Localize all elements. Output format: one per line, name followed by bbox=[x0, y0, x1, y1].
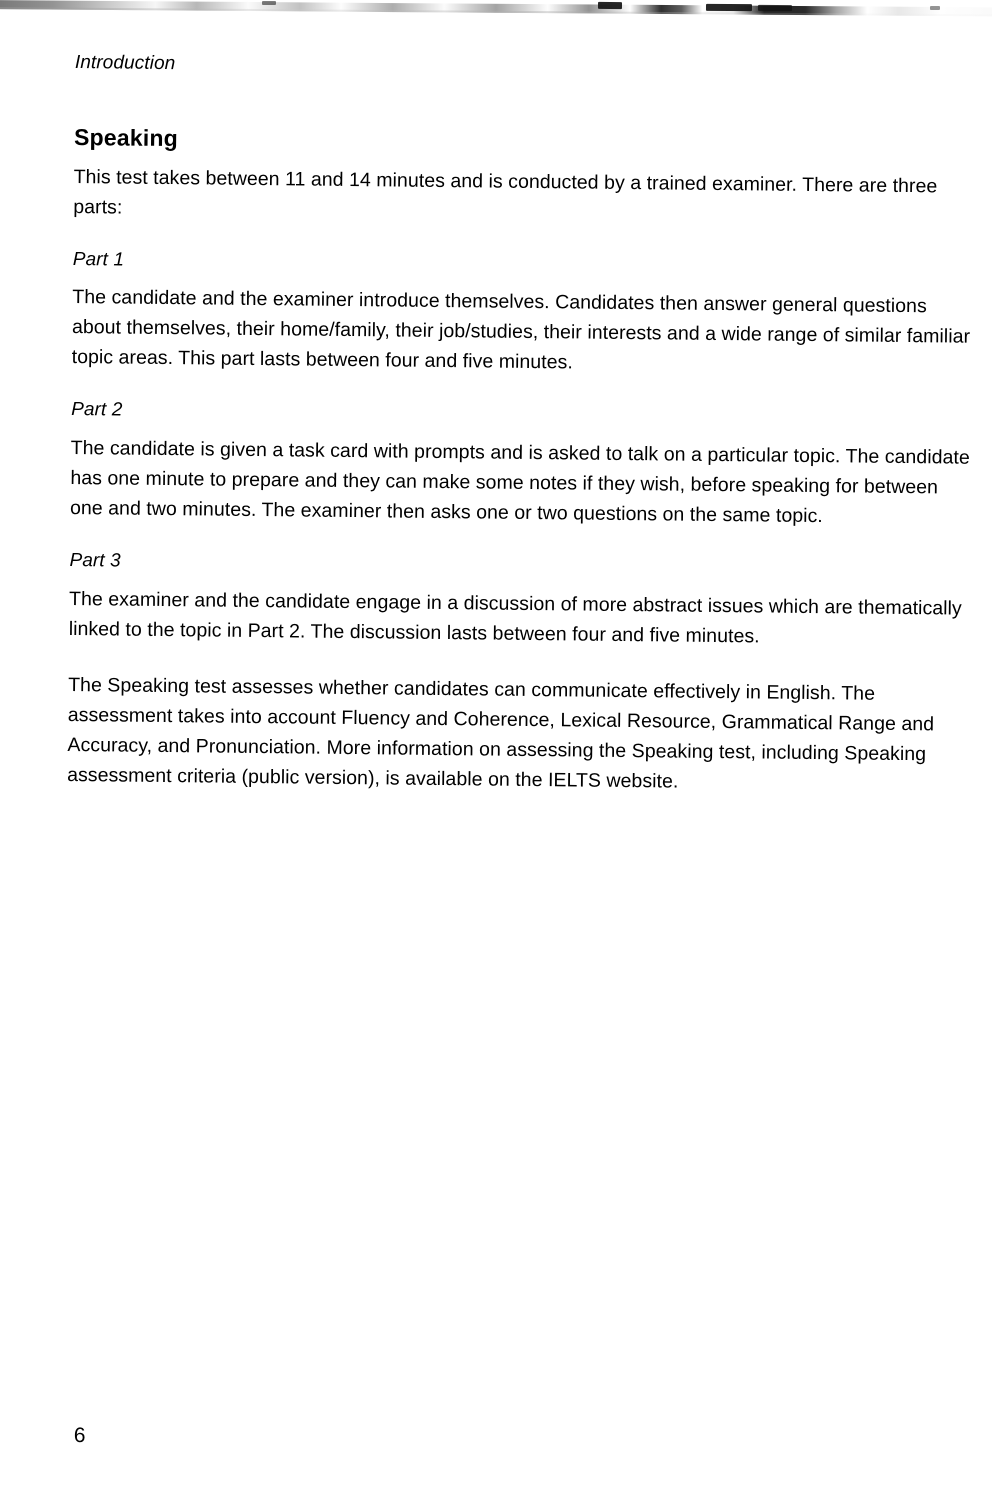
page-content bbox=[67, 52, 975, 799]
part-heading-2: Part 2 bbox=[71, 399, 123, 421]
intro-paragraph: This test takes between 11 and 14 minutes and is conducted by a trained examiner. There are three parts: bbox=[73, 165, 938, 219]
scan-blotch bbox=[598, 2, 622, 9]
running-head: Introduction bbox=[74, 52, 176, 75]
scanner-edge-artifact bbox=[0, 0, 992, 22]
scan-hairline bbox=[0, 7, 992, 17]
part-body-3: The examiner and the candidate engage in a discussion of more abstract issues which are thematically linked to the topic in Part 2. The discussion lasts between four and five minutes. bbox=[68, 587, 962, 648]
scan-shadow-band bbox=[0, 0, 992, 17]
scan-blotch bbox=[930, 6, 940, 10]
part-body-1: The candidate and the examiner introduce themselves. Candidates then answer general questions about themselves, their home/family, their job/studies, their interests and a wide range of similar familiar topic areas. This part lasts between four and five minutes. bbox=[71, 286, 971, 374]
scan-blotch bbox=[706, 4, 752, 11]
part-body-2: The candidate is given a task card with prompts and is asked to talk on a particular topic. The candidate has one minute to prepare and they can make some notes if they wish, before speaking for between one and two minutes. The examiner then asks one or two questions on the same topic. bbox=[69, 437, 970, 528]
page-number: 6 bbox=[73, 1424, 86, 1448]
part-heading-1: Part 1 bbox=[72, 248, 125, 271]
scan-blotch bbox=[262, 1, 276, 5]
scan-blotch bbox=[758, 5, 792, 11]
page-title: Speaking bbox=[73, 123, 179, 151]
closing-paragraph: The Speaking test assesses whether candidates can communicate effectively in English. The assessment takes into account Fluency and Coherence, Lexical Resource, Grammatical Range and Accuracy, and Pronunciation. More information on assessing the Speaking test, including Speaking assessment criteria (public version), is available on the IELTS website. bbox=[67, 673, 935, 793]
part-heading-3: Part 3 bbox=[69, 550, 121, 572]
